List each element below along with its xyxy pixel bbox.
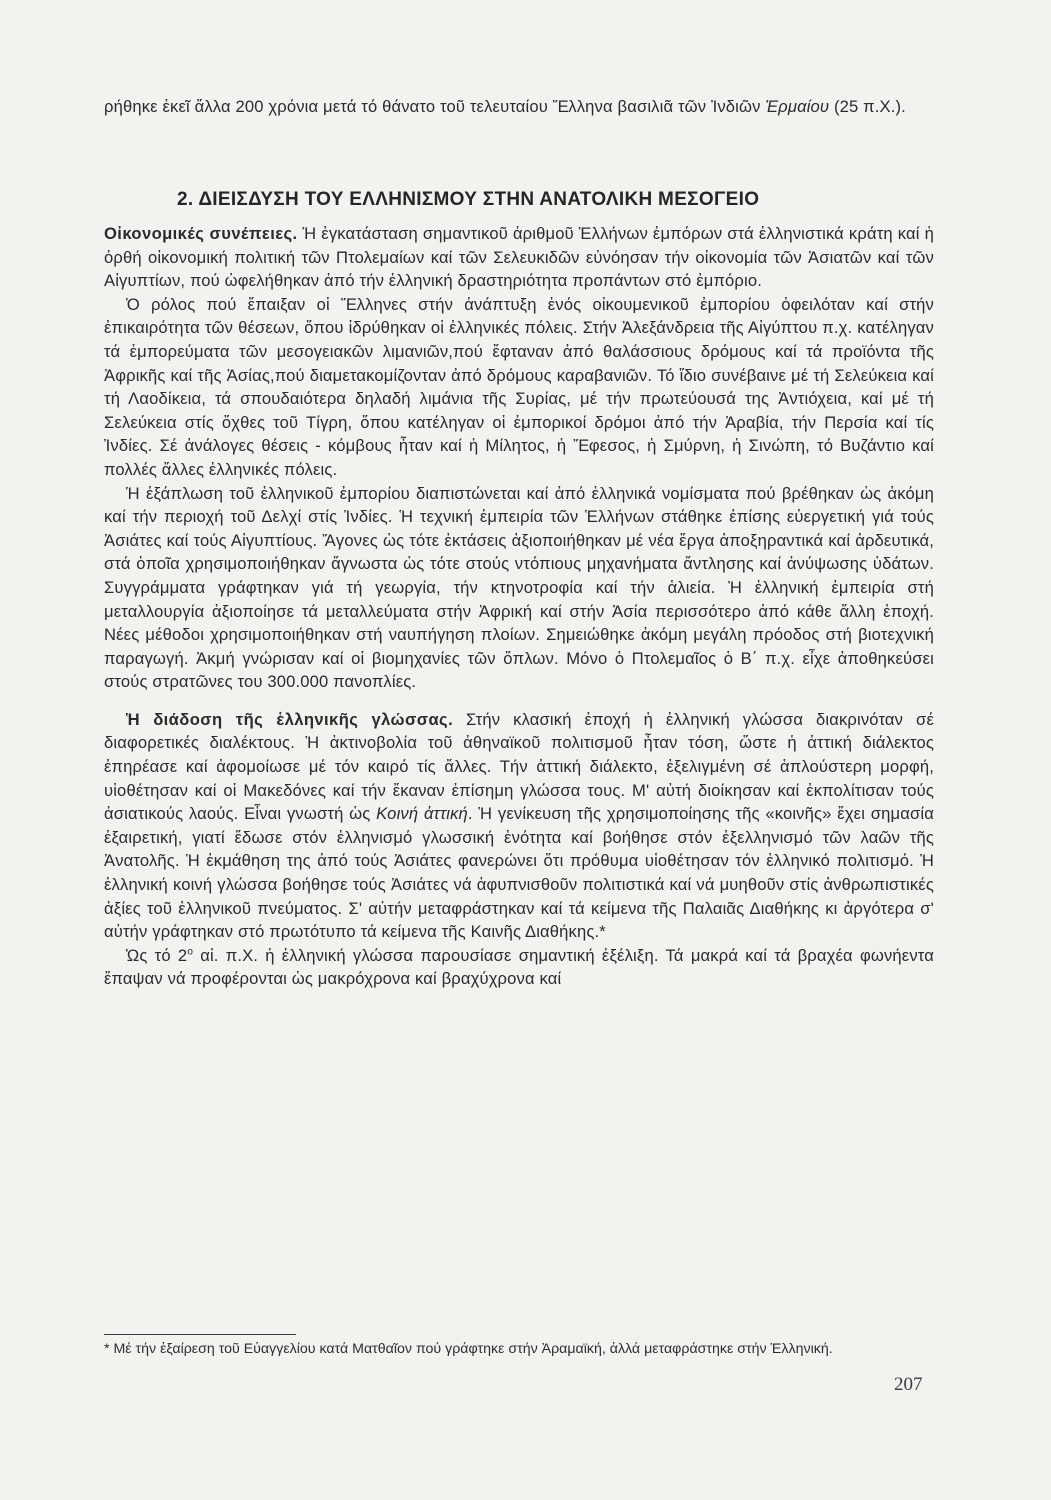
section-heading: 2. ΔΙΕΙΣΔΥΣΗ ΤΟΥ ΕΛΛΗΝΙΣΜΟΥ ΣΤΗΝ ΑΝΑΤΟΛΙΚΗ ΜΕΣΟΓΕΙΟ: [177, 189, 760, 210]
ordinal-superscript: ο: [187, 946, 194, 958]
footnote-divider: [104, 1334, 296, 1335]
body-text: [104, 222, 934, 991]
page-number: 207: [894, 1374, 923, 1395]
language-text-1b: . Ἡ γενίκευση τῆς χρησιμοποίησης τῆς «κοινῆς» ἔχει σημασία ἐξαιρετική, γιατί ἔδωσε στόν ἑλληνισμό γλωσσική ἑνότητα καί βοήθησε στόν ἐξελληνισμό τῶν λαῶν τῆς Ἀνατολῆς. Ἡ ἐκμάθηση της ἀπό τούς Ἀσιάτες φανερώνει ὅτι πρόθυμα υἱοθέτησαν τόν ἑλληνικό πολιτισμό. Ἡ ἑλληνική κοινή γλώσσα βοήθησε τούς Ἀσιάτες νά ἀφυπνισθοῦν πολιτιστικά καί νά μυηθοῦν στίς ἀνθρωπιστικές ἀξίες τοῦ ἑλληνικοῦ πνεύματος. Σ' αὐτήν μεταφράστηκαν καί τά κείμενα τῆς Παλαιᾶς Διαθήκης κι ἀργότερα σ' αὐτήν γράφτηκαν στό πρωτότυπο τά κείμενα τῆς Καινῆς Διαθήκης.*: [104, 804, 934, 942]
language-paragraph-1: [104, 708, 934, 944]
economy-paragraph-2: Ὁ ρόλος πού ἔπαιξαν οἱ Ἕλληνες στήν ἀνάπτυξη ἑνός οἰκουμενικοῦ ἐμπορίου ὀφειλόταν καί στήν ἐπικαιρότητα τῶν θέσεων, ὅπου ἱδρύθηκαν οἱ ἑλληνικές πόλεις. Στήν Ἀλεξάνδρεια τῆς Αἰγύπτου π.χ. κατέληγαν τά ἐμπορεύματα τῶν μεσογειακῶν λιμανιῶν,πού ἔφταναν ἀπό θαλάσσιους δρόμους καί τά προϊόντα τῆς Ἀφρικῆς καί τῆς Ἀσίας,πού διαμετακομίζονταν ἀπό δρόμους καραβανιῶν. Τό ἴδιο συνέβαινε μέ τή Σελεύκεια καί τή Λαοδίκεια, τά σπουδαιότερα δηλαδή λιμάνια τῆς Συρίας, μέ τήν πρωτεύουσά της Ἀντιόχεια, καί μέ τή Σελεύκεια στίς ὄχθες τοῦ Τίγρη, ὅπου κατέληγαν οἱ ἐμπορικοί δρόμοι ἀπό τήν Ἀραβία, τήν Περσία καί τίς Ἰνδίες. Σέ ἀνάλογες θέσεις - κόμβους ἦταν καί ἡ Μίλητος, ἡ Ἔφεσος, ἡ Σμύρνη, ἡ Σινώπη, τό Βυζάντιο καί πολλές ἄλλες ἑλληνικές πόλεις.: [104, 294, 934, 479]
intro-king-name: Ἑρμαίου: [765, 97, 830, 116]
intro-text-end: (25 π.Χ.).: [829, 97, 906, 116]
intro-text: [104, 95, 934, 119]
koine-term: Κοινή ἀττική: [376, 804, 468, 824]
language-text-1a: Στήν κλασική ἐποχή ἡ ἑλληνική γλώσσα διακρινόταν σέ διαφορετικές διαλέκτους. Ἡ ἀκτινοβολία τοῦ ἀθηναϊκοῦ πολιτισμοῦ ἦταν τόση, ὥστε ἡ ἀττική διάλεκτος ἐπηρέασε καί ἀφομοίωσε μέ τόν καιρό τίς ἄλλες. Τήν ἀττική διάλεκτο, ἐξελιγμένη σέ ἁπλούστερη μορφή, υἱοθέτησαν καί οἱ Μακεδόνες καί τήν ἔκαναν ἐπίσημη γλώσσα τους. Μ' αὐτή διοίκησαν καί ἐκπολίτισαν τούς ἀσιατικούς λαούς. Εἶναι γνωστή ὡς: [104, 709, 934, 824]
economy-text-1: Ἡ ἐγκατάσταση σημαντικοῦ ἀριθμοῦ Ἑλλήνων ἐμπόρων στά ἑλληνιστικά κράτη καί ἡ ὀρθή οἰκονομική πολιτική τῶν Πτολεμαίων καί τῶν Σελευκιδῶν εὐνόησαν τήν οἰκονομία τῶν Ἀσιατῶν καί τῶν Αἰγυπτίων, πού ὠφελήθηκαν ἀπό τήν ἑλληνική δραστηριότητα προπάντων στό ἐμπόριο.: [104, 224, 935, 291]
economy-paragraph-1: [104, 222, 934, 293]
language-text-2a: Ὡς τό 2: [126, 945, 188, 965]
language-subheading: Ἡ διάδοση τῆς ἑλληνικῆς γλώσσας.: [126, 709, 454, 729]
footnote: * Μέ τήν ἐξαίρεση τοῦ Εὐαγγελίου κατά Ματθαῖον πού γράφτηκε στήν Ἀραμαϊκή, ἀλλά μεταφράστηκε στήν Ἑλληνική.: [104, 1341, 833, 1357]
intro-text-start: ρήθηκε ἐκεῖ ἄλλα 200 χρόνια μετά τό θάνατο τοῦ τελευταίου Ἕλληνα βασιλιᾶ τῶν Ἰνδιῶν: [104, 97, 766, 116]
economy-paragraph-3: Ἡ ἐξάπλωση τοῦ ἑλληνικοῦ ἐμπορίου διαπιστώνεται καί ἀπό ἑλληνικά νομίσματα πού βρέθηκαν ὡς ἀκόμη καί τήν περιοχή τοῦ Δελχί στίς Ἰνδίες. Ἡ τεχνική ἐμπειρία τῶν Ἑλλήνων στάθηκε ἐπίσης εὐεργετική γιά τούς Ἀσιάτες καί τούς Αἰγυπτίους. Ἄγονες ὡς τότε ἐκτάσεις ἀξιοποιήθηκαν μέ νέα ἔργα ἀποξηραντικά καί ἀρδευτικά, στά ὁποῖα χρησιμοποιήθηκαν ἄγνωστα ὡς τότε στούς ντόπιους μηχανήματα ἄντλησης καί ἀνύψωσης ὑδάτων. Συγγράμματα γράφτηκαν γιά τή γεωργία, τήν κτηνοτροφία καί τήν ἁλιεία. Ἡ ἑλληνική ἐμπειρία στή μεταλλουργία ἀξιοποίησε τά μεταλλεύματα στήν Ἀφρική καί στήν Ἀσία περισσότερο ἀπό κάθε ἄλλη ἐποχή. Νέες μέθοδοι χρησιμοποιήθηκαν στή ναυπήγηση πλοίων. Σημειώθηκε ἀκόμη μεγάλη πρόοδος στή βιοτεχνική παραγωγή. Ἀκμή γνώρισαν καί οἱ βιομηχανίες τῶν ὅπλων. Μόνο ὁ Πτολεμαῖος ὁ Β΄ π.χ. εἶχε ἀποθηκεύσει στούς στρατῶνες του 300.000 πανοπλίες.: [104, 483, 934, 692]
language-text-2b: αἰ. π.Χ. ἡ ἑλληνική γλώσσα παρουσίασε σημαντική ἐξέλιξη. Τά μακρά καί τά βραχέα φωνήεντα ἔπαψαν νά προφέρονται ὡς μακρόχρονα καί βραχύχρονα καί: [104, 945, 935, 989]
intro-paragraph: [104, 95, 934, 119]
economy-subheading: Οἰκονομικές συνέπειες.: [104, 224, 298, 243]
language-paragraph-2: [104, 944, 934, 991]
